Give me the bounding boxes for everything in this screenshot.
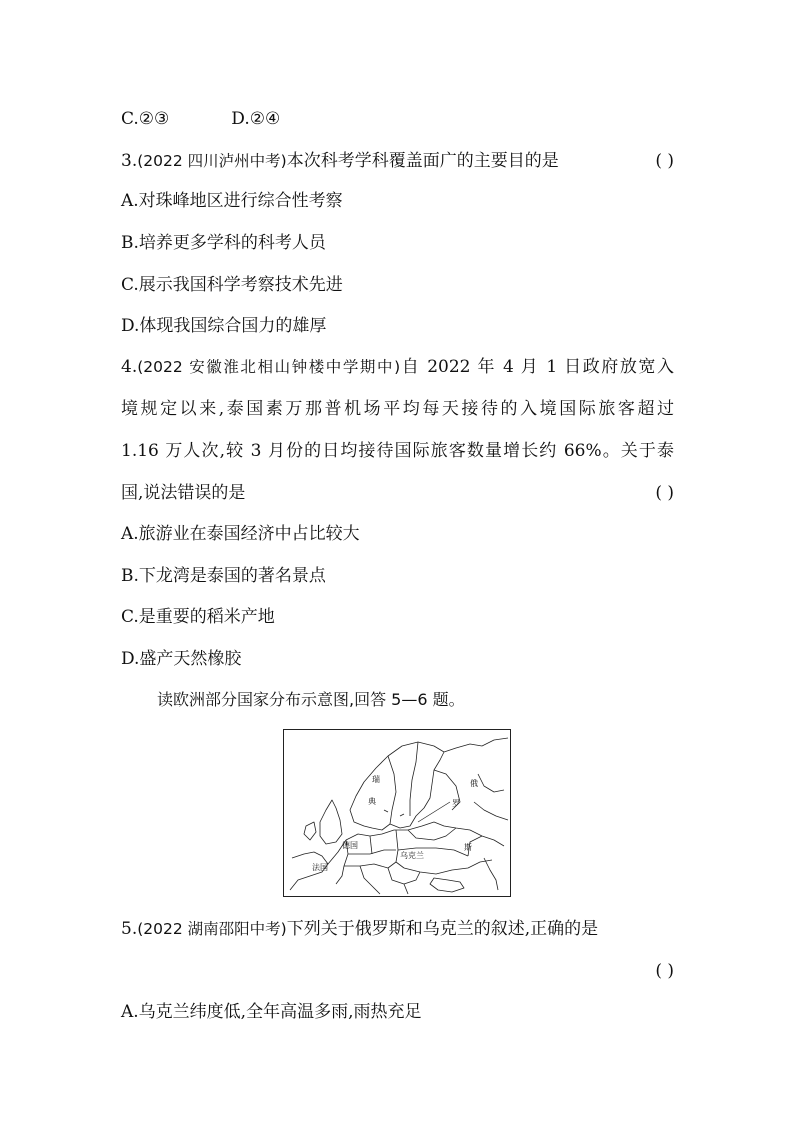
q4-stem-text-1: 自 2022 年 4 月 1 日政府放宽入 [400,357,674,377]
sweden-finland-border [410,742,418,816]
ireland-outline [304,822,316,840]
q4-stem-line2: 境规定以来,泰国素万那普机场平均每天接待的入境国际旅客超过 [121,399,674,419]
label-france: 法国 [312,863,328,872]
baltic-island [400,814,404,816]
caucasus-line [484,858,498,890]
italy-outline [360,866,380,894]
label-e: 俄 [470,779,478,788]
britain-outline [320,800,342,844]
q5-answer-paren: ( ) [655,961,674,981]
scandinavia-outline [350,742,444,830]
q4-answer-paren: ( ) [655,483,674,503]
label-rui: 瑞 [372,775,380,784]
q4-number: 4. [121,357,138,377]
belarus-border [408,828,456,840]
q5-stem-text: 下列关于俄罗斯和乌克兰的叙述,正确的是 [286,919,599,939]
q2-options-row [121,108,674,130]
q3-source: (2022 四川泸州中考) [137,152,287,170]
q3-option-a: A.对珠峰地区进行综合性考察 [121,191,343,211]
europe-map-figure [283,729,511,897]
russia-north-coast [444,738,508,752]
q5-source: (2022 湖南邵阳中考) [137,920,287,938]
q4-stem-line1 [121,356,674,378]
q2-option-d: D.②④ [231,109,281,129]
label-germany: 德国 [342,841,358,850]
map-intro: 读欧洲部分国家分布示意图,回答 5—6 题。 [157,690,465,709]
q3-number: 3. [121,151,138,171]
continent-north-coast [346,822,504,846]
label-luo: 罗 [452,799,460,808]
label-dian: 典 [368,797,376,806]
alps-border [344,862,396,868]
russia-lake-line [478,774,504,792]
q3-answer-paren: ( ) [655,151,674,171]
q4-stem-line4 [121,482,674,504]
q3-option-c: C.展示我国科学考察技术先进 [121,275,343,295]
label-si: 斯 [464,843,472,852]
q2-option-c: C.②③ [121,109,170,129]
baltic-island-2 [384,810,388,812]
q4-option-d: D.盛产天然橡胶 [121,649,242,669]
q4-stem-line3: 1.16 万人次,较 3 月份的日均接待国际旅客数量增长约 66%。关于泰 [121,441,674,461]
germany-poland-border [370,836,372,854]
q4-source: (2022 安徽淮北相山钟楼中学期中) [137,358,401,376]
ukraine-south-border [404,860,492,874]
norway-sweden-border [388,756,396,824]
q3-stem-text: 本次科考学科覆盖面广的主要目的是 [286,151,559,171]
black-sea [430,878,464,892]
luo-pointer-line [418,802,450,822]
q4-option-a: A.旅游业在泰国经济中占比较大 [121,524,360,544]
label-ukraine: 乌克兰 [400,851,424,860]
q3-option-d: D.体现我国综合国力的雄厚 [121,316,327,336]
q5-number: 5. [121,919,138,939]
poland-ukraine-border [396,830,404,868]
q5-option-a: A.乌克兰纬度低,全年高温多雨,雨热充足 [121,1002,422,1022]
q3-stem [121,150,674,172]
russia-inner-line [474,802,508,820]
q4-option-b: B.下龙湾是泰国的著名景点 [121,566,326,586]
greece-border [404,884,408,894]
q3-option-b: B.培养更多学科的科考人员 [121,233,326,253]
q4-stem-text-4: 国,说法错误的是 [121,483,246,503]
q5-stem [121,918,674,940]
europe-map-svg [284,730,510,896]
q4-option-c: C.是重要的稻米产地 [121,607,275,627]
